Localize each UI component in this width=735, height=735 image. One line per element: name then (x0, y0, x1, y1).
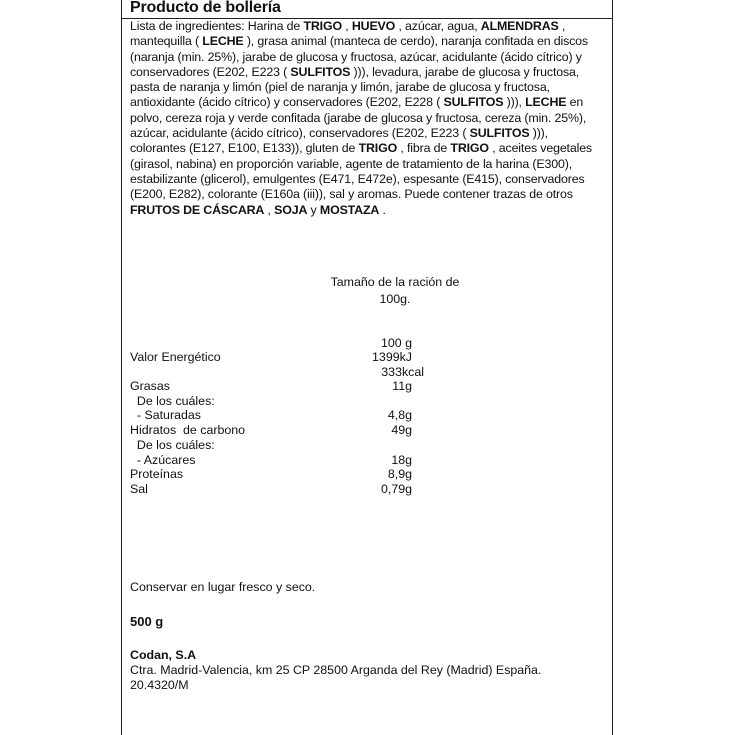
product-title: Producto de bollería (130, 0, 281, 16)
nutrition-row-label: - Saturadas (130, 408, 201, 422)
ingredient-text: ), grasa animal (manteca de cerdo), naranja confitada en discos (naranja (min. 25%), jarabe de glucosa y fructosa, azúcar, acidulante (ácido cítrico) y conservadores (E202, E223 ( (130, 34, 588, 79)
energy-kj-value: 1399kJ (372, 350, 412, 364)
ingredient-text: , mantequilla ( (130, 19, 566, 49)
ingredient-text: en polvo, cereza roja y verde confitada (jarabe de glucosa y fructosa, cereza (min. 25%), azúcar, acidulante (ácido cítrico), conservadores (E202, E223 ( (130, 95, 587, 141)
column-header: 100 g (380, 336, 412, 350)
energy-kcal-value: 333kcal (381, 365, 424, 379)
nutrition-row-label: Sal (130, 482, 148, 496)
nutrition-row-label: - Azúcares (130, 453, 196, 467)
allergen-text: LECHE (525, 95, 567, 110)
ingredients-list (130, 19, 606, 218)
ingredient-text: ))), colorantes (E127, E100, E133)), gluten de (130, 126, 548, 156)
company-registry: 20.4320/M (130, 678, 189, 692)
nutrition-row-value: 0,79g (380, 482, 412, 496)
allergen-text: SULFITOS (443, 95, 504, 110)
portion-label-line1: Tamaño de la ración de (330, 275, 460, 289)
company-address: Ctra. Madrid-Valencia, km 25 CP 28500 Arganda del Rey (Madrid) España. (130, 663, 542, 677)
allergen-text: SULFITOS (290, 64, 351, 79)
ingredient-text: , aceites vegetales (girasol, nabina) en proporción variable, agente de tratamiento de la harina (E300), estabilizante (glicerol), emulgentes (E471, E472e), espesante (E415), conservadores (E200, E282), colorante (E160a (iii)), sal y aromas. Puede contener trazas de otros (130, 141, 592, 202)
nutrition-row-value: 8,9g (387, 467, 412, 481)
ingredient-text: . (379, 202, 386, 217)
net-weight: 500 g (130, 614, 164, 629)
ingredient-text: , azúcar, agua, (395, 19, 481, 33)
nutrition-row-label: Grasas (130, 379, 170, 393)
energy-label: Valor Energético (130, 350, 221, 364)
storage-instructions: Conservar en lugar fresco y seco. (130, 580, 316, 594)
ingredient-text: ))), levadura, jarabe de glucosa y fructosa, pasta de naranja y limón (piel de naranja y limón, jarabe de glucosa y fructosa, antioxidante (ácido cítrico) y conservadores (E202, E228 ( (130, 64, 580, 110)
company-name: Codan, S.A (130, 648, 197, 662)
nutrition-row-value: 18g (391, 453, 412, 467)
allergen-text: ALMENDRAS (480, 19, 559, 33)
ingredient-text: , fibra de (397, 141, 451, 156)
allergen-text: LECHE (202, 34, 244, 49)
ingredient-text: , (264, 202, 275, 217)
nutrition-row-label: Hidratos de carbono (130, 423, 246, 437)
ingredient-text: Lista de ingredientes: Harina de (130, 19, 304, 33)
portion-label-line2: 100g. (379, 292, 411, 306)
nutrition-row-label: De los cuáles: (130, 394, 215, 408)
allergen-text: TRIGO (303, 19, 342, 33)
allergen-text: SULFITOS (469, 126, 530, 141)
nutrition-row-value: 4,8g (387, 408, 412, 422)
allergen-text: MOSTAZA (319, 202, 380, 217)
nutrition-row-label: De los cuáles: (130, 438, 215, 452)
nutrition-row-label: Proteínas (130, 467, 184, 481)
nutrition-row-value: 49g (391, 423, 412, 437)
allergen-text: SOJA (274, 202, 308, 217)
nutrition-row-value: 11g (392, 379, 412, 393)
allergen-text: TRIGO (450, 141, 489, 156)
ingredient-text: , (341, 19, 352, 33)
allergen-text: TRIGO (358, 141, 398, 156)
allergen-text: HUEVO (351, 19, 396, 33)
ingredient-text: ))), (503, 95, 526, 110)
ingredient-text: y (307, 202, 320, 217)
allergen-text: FRUTOS DE CÁSCARA (130, 202, 265, 217)
